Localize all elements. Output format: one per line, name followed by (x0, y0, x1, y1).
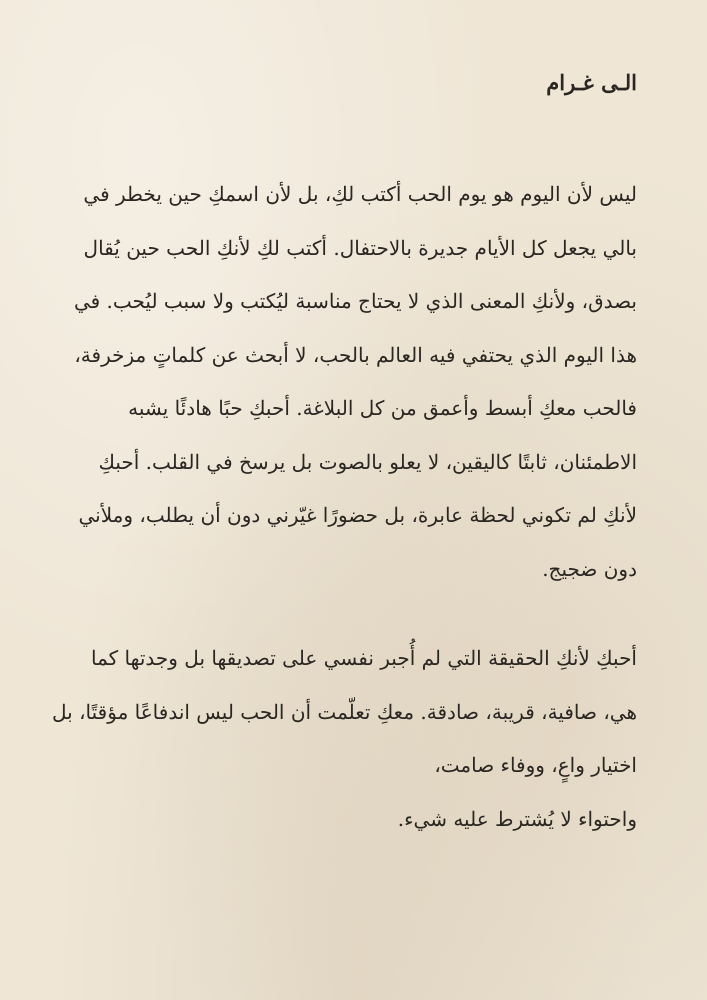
paragraph-1-line: بصدق، ولأنكِ المعنى الذي لا يحتاج مناسبة ليُكتب ولا سبب ليُحب. في (73, 289, 637, 313)
paragraph-2 (52, 632, 637, 846)
paragraph-1-line: دون ضجيج. (542, 556, 637, 581)
paragraph-2-line: اختيار واعٍ، ووفاء صامت، (434, 753, 637, 777)
paragraph-1-line: فالحب معكِ أبسط وأعمق من كل البلاغة. أحبكِ حبًا هادئًا يشبه (128, 396, 637, 420)
paragraph-1-line: بالي يجعل كل الأيام جديرة بالاحتفال. أكتب لكِ لأنكِ الحب حين يُقال (83, 235, 637, 260)
paragraph-1-line: الاطمئنان، ثابتًا كاليقين، لا يعلو بالصوت بل يرسخ في القلب. أحبكِ (98, 449, 637, 474)
paragraph-1 (67, 168, 637, 596)
paragraph-1-line: ليس لأن اليوم هو يوم الحب أكتب لكِ، بل لأن اسمكِ حين يخطر في (83, 182, 637, 206)
paragraph-2-line: واحتواء لا يُشترط عليه شيء. (397, 806, 637, 831)
paragraph-2-line: هي، صافية، قريبة، صادقة. معكِ تعلّمت أن الحب ليس اندفاعًا مؤقتًا، بل (52, 699, 637, 724)
paragraph-1-line: هذا اليوم الذي يحتفي فيه العالم بالحب، لا أبحث عن كلماتٍ مزخرفة، (74, 342, 637, 367)
letter-heading: الـى غـرام (546, 70, 637, 95)
paragraph-2-line: أحبكِ لأنكِ الحقيقة التي لم أُجبر نفسي على تصديقها بل وجدتها كما (91, 646, 637, 670)
paragraph-1-line: لأنكِ لم تكوني لحظة عابرة، بل حضورًا غيّرني دون أن يطلب، وملأني (78, 503, 637, 527)
